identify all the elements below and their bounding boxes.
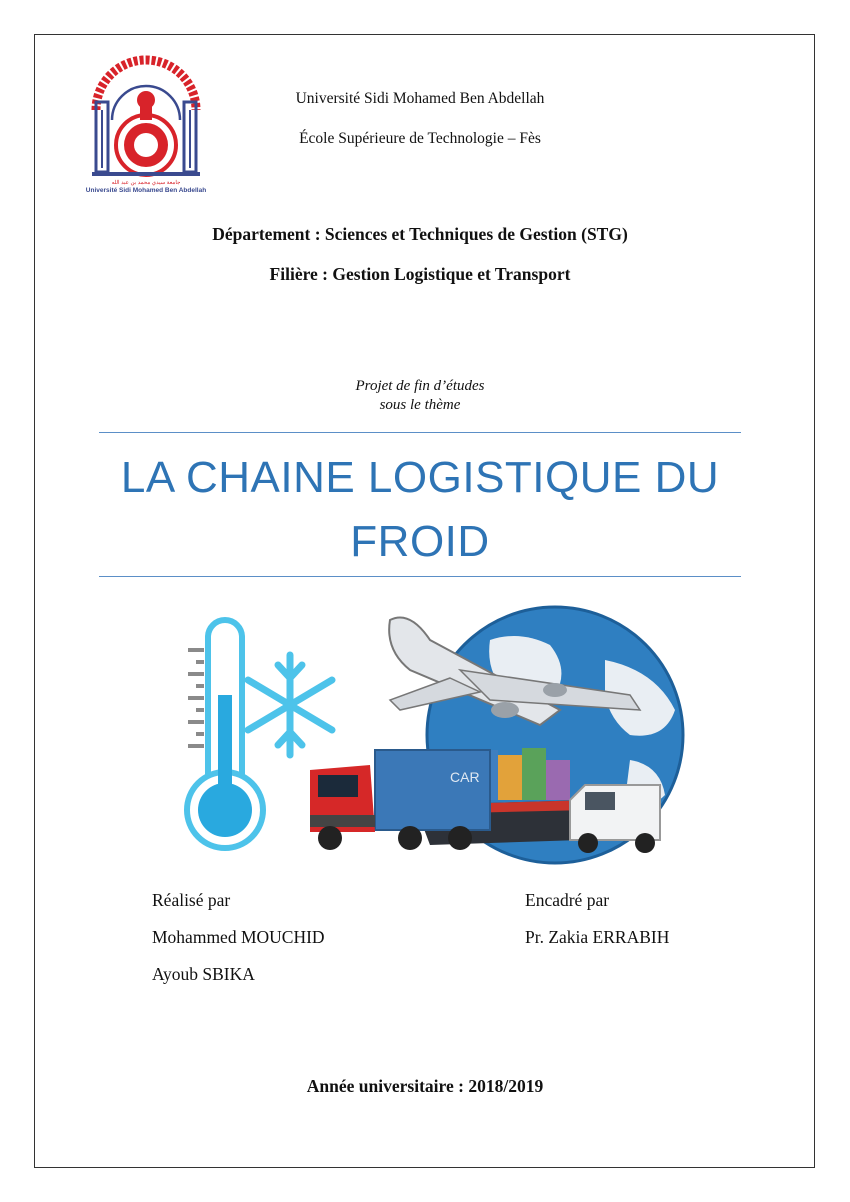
university-name: Université Sidi Mohamed Ben Abdellah <box>295 90 545 107</box>
cold-chain-illustration <box>160 600 700 870</box>
project-intro <box>100 377 740 415</box>
department: Département : Sciences et Techniques de Gestion (STG) <box>212 224 628 244</box>
author-name: Mohammed MOUCHID <box>152 927 325 947</box>
project-title <box>100 446 740 574</box>
title-rule-bottom <box>99 576 741 577</box>
authors-label: Réalisé par <box>152 890 231 910</box>
track: Filière : Gestion Logistique et Transport <box>269 264 571 284</box>
snowflake-icon <box>248 655 332 755</box>
supervisor-label: Encadré par <box>525 890 610 910</box>
author-name: Ayoub SBIKA <box>152 964 255 984</box>
authors-block <box>152 882 325 993</box>
project-intro-line1: Projet de fin d’études <box>355 378 485 394</box>
project-title-line2: FROID <box>350 517 490 566</box>
university-logo <box>82 40 210 195</box>
project-title-line1: LA CHAINE LOGISTIQUE DU <box>120 453 720 502</box>
academic-year: Année universitaire : 2018/2019 <box>306 1076 544 1096</box>
title-rule-top <box>99 432 741 433</box>
truck-icon <box>310 750 490 850</box>
svg-text:ﺟﺎﻣﻌﺔ ﺳﻴﺪﻱ ﻣﺤﻤﺪ ﺑﻦ ﻋﺒﺪ ﺍﻟﻠﻪ: ﺟﺎﻣﻌﺔ ﺳﻴﺪﻱ ﻣﺤﻤﺪ ﺑﻦ ﻋﺒﺪ ﺍﻟﻠﻪ <box>111 180 181 186</box>
project-intro-line2: sous le thème <box>379 397 461 413</box>
logo-caption: Université Sidi Mohamed Ben Abdellah <box>85 187 207 194</box>
supervisor-name: Pr. Zakia ERRABIH <box>525 927 670 947</box>
school-name: École Supérieure de Technologie – Fès <box>299 130 541 147</box>
truck-text: CAR <box>450 769 480 785</box>
supervisor-block <box>525 882 669 956</box>
thermometer-icon <box>187 620 263 848</box>
